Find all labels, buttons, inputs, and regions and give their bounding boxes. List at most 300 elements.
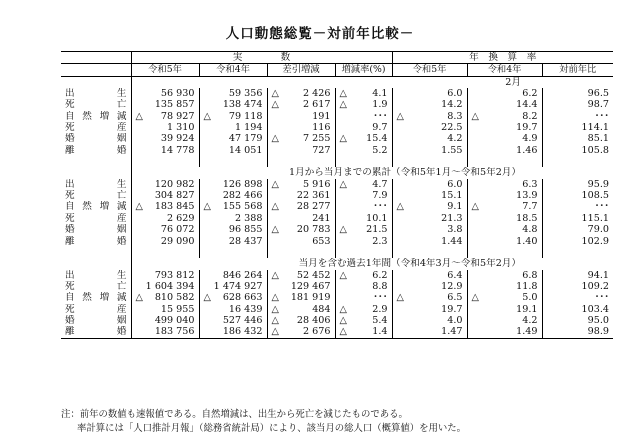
- cell-pct: ･･･: [335, 111, 392, 122]
- cell-wrap: [272, 88, 331, 99]
- cell-diff: 191: [267, 111, 335, 122]
- cell-wrap: [204, 292, 263, 303]
- row-label: [61, 224, 131, 235]
- cell-value: 5.0: [522, 292, 538, 304]
- header-blank: [61, 52, 131, 64]
- row-label-text: [65, 133, 127, 144]
- cell-rate-r5: 6.4: [392, 270, 467, 281]
- label-char: 増: [99, 110, 110, 122]
- decrease-marker: △: [339, 314, 347, 326]
- header-blank-2: [61, 64, 131, 76]
- row-label-text: [65, 99, 127, 110]
- cell-rate-r5: 1.55: [392, 145, 467, 156]
- section-blank: [61, 258, 131, 269]
- table-row: [61, 326, 613, 338]
- label-char: 自: [65, 201, 75, 213]
- cell-wrap: [340, 224, 388, 235]
- cell-r4: 1 194: [199, 122, 267, 133]
- label-char: 婚: [116, 235, 127, 247]
- cell-ratio: 95.0: [587, 314, 609, 326]
- label-char: 生: [116, 269, 127, 281]
- cell-r5: 135 857: [131, 99, 199, 110]
- cell-value: 2 426: [303, 88, 331, 100]
- cell-value: 484: [312, 303, 331, 315]
- decrease-marker: △: [271, 269, 279, 281]
- cell-wrap: [340, 304, 388, 315]
- spacer-cell: [61, 247, 131, 258]
- cell-r5: 29 090: [131, 236, 199, 247]
- cell-value: 2 676: [303, 326, 331, 338]
- cell-diff: 22 361: [267, 190, 335, 201]
- row-label-text: [65, 190, 127, 201]
- label-char: 亡: [116, 280, 127, 292]
- decrease-marker: △: [339, 133, 347, 145]
- cell-rate-r5: 15.1: [392, 190, 467, 201]
- decrease-marker: △: [339, 269, 347, 281]
- table-row: [61, 292, 613, 303]
- cell-wrap: [272, 304, 331, 315]
- label-char: 死: [65, 212, 75, 224]
- decrease-marker: △: [396, 110, 404, 122]
- table-row: [61, 315, 613, 326]
- cell-value: 7 255: [303, 133, 331, 145]
- header-ratio: 対前年比: [542, 64, 613, 76]
- cell-wrap: [472, 292, 538, 303]
- cell-value: 79 118: [228, 110, 263, 122]
- cell-wrap: [340, 133, 388, 144]
- row-label-text: [65, 236, 127, 247]
- cell-wrap: [272, 326, 331, 337]
- cell-diff: [267, 224, 335, 235]
- spacer-cell: [467, 156, 542, 167]
- label-char: 姻: [116, 314, 127, 326]
- decrease-marker: △: [471, 201, 479, 213]
- cell-wrap: [136, 292, 195, 303]
- cell-r4: 14 051: [199, 145, 267, 156]
- section-title: 当月を含む過去1年間（令和4年3月～令和5年2月）: [298, 258, 521, 270]
- cell-rate-r5: 4.0: [392, 315, 467, 326]
- table-row: [61, 145, 613, 156]
- label-char: 死: [65, 303, 75, 315]
- cell-value: 7.7: [522, 201, 538, 213]
- cell-diff: [267, 179, 335, 190]
- row-label: [61, 236, 131, 247]
- label-char: 死: [65, 99, 75, 111]
- cell-r5: 15 955: [131, 304, 199, 315]
- cell-rate-r5: 4.2: [392, 133, 467, 144]
- cell-diff: [267, 304, 335, 315]
- table-row: [61, 122, 613, 133]
- header-r4: 令和4年: [199, 64, 267, 76]
- page-title: 人口動態総覧－対前年比較－: [225, 26, 415, 42]
- label-char: 増: [99, 292, 110, 304]
- label-char: 生: [116, 88, 127, 100]
- label-char: 姻: [116, 133, 127, 145]
- cell-value: 5 916: [303, 178, 331, 190]
- cell-rate-r4: 1.46: [467, 145, 542, 156]
- row-label: [61, 190, 131, 201]
- cell-pct: 5.2: [335, 145, 392, 156]
- cell-r4: 1 474 927: [199, 281, 267, 292]
- cell-rate-r4: 11.8: [467, 281, 542, 292]
- cell-value: 52 452: [296, 269, 331, 281]
- cell-diff: [267, 270, 335, 281]
- cell-rate-r5: 19.7: [392, 304, 467, 315]
- cell-diff: [267, 315, 335, 326]
- cell-wrap: [340, 270, 388, 281]
- cell-diff: [267, 201, 335, 212]
- cell-diff: [267, 292, 335, 303]
- label-char: 減: [116, 201, 127, 213]
- table-row: [61, 99, 613, 110]
- cell-r4: 2 388: [199, 213, 267, 224]
- label-char: 産: [116, 303, 127, 315]
- cell-r4: 138 474: [199, 99, 267, 110]
- cell-rate-r4: 1.40: [467, 236, 542, 247]
- cell-rate-r5: 12.9: [392, 281, 467, 292]
- cell-diff: [267, 88, 335, 99]
- cell-r5: 1 310: [131, 122, 199, 133]
- section-blank: [61, 76, 131, 88]
- label-char: 出: [65, 269, 75, 281]
- decrease-marker: △: [135, 292, 143, 304]
- cell-r4: 282 466: [199, 190, 267, 201]
- label-char: 死: [65, 122, 75, 134]
- cell-rate-r4: 14.4: [467, 99, 542, 110]
- cell-wrap: [397, 292, 463, 303]
- cell-r4: 186 432: [199, 326, 267, 338]
- row-label-text: [65, 145, 127, 156]
- cell-rate-r4: [467, 111, 542, 122]
- cell-wrap: [397, 201, 463, 212]
- table-row: [61, 304, 613, 315]
- row-label: [61, 326, 131, 338]
- cell-pct: 10.1: [335, 213, 392, 224]
- row-label-text: [65, 224, 127, 235]
- cell-rate-r5: 6.0: [392, 179, 467, 190]
- cell-pct: [335, 133, 392, 144]
- cell-r4: [199, 292, 267, 303]
- cell-wrap: [340, 179, 388, 190]
- cell-r4: [199, 111, 267, 122]
- table-row: [61, 224, 613, 235]
- cell-value: 21.5: [366, 224, 388, 236]
- cell-diff: 241: [267, 213, 335, 224]
- cell-pct: [335, 304, 392, 315]
- cell-pct: 7.9: [335, 190, 392, 201]
- cell-diff: [267, 326, 335, 338]
- row-label-text: [65, 213, 127, 224]
- label-char: 産: [116, 122, 127, 134]
- section-blank: [61, 167, 131, 178]
- cell-rate-r5: 6.0: [392, 88, 467, 99]
- cell-rate-r4: 4.9: [467, 133, 542, 144]
- cell-r5: [131, 201, 199, 212]
- cell-pct: ･･･: [335, 201, 392, 212]
- cell-pct: [335, 179, 392, 190]
- cell-ratio: ･･･: [594, 292, 609, 304]
- cell-wrap: [272, 133, 331, 144]
- cell-rate-r4: 6.8: [467, 270, 542, 281]
- cell-rate-r5: [392, 292, 467, 303]
- note-line-2: 率計算には「人口推計月報」（総務省統計局）により、該当月の総人口（概算値）を用いた。: [77, 423, 467, 434]
- cell-rate-r4: 13.9: [467, 190, 542, 201]
- cell-value: 1.9: [372, 99, 388, 111]
- row-label: [61, 122, 131, 133]
- header-r5: 令和5年: [131, 64, 199, 76]
- row-label-text: [65, 270, 127, 281]
- decrease-marker: △: [135, 110, 143, 122]
- cell-pct: 8.8: [335, 281, 392, 292]
- label-char: 減: [116, 292, 127, 304]
- decrease-marker: △: [203, 110, 211, 122]
- row-label-text: [65, 111, 127, 122]
- cell-r5: 499 040: [131, 315, 199, 326]
- cell-diff: 116: [267, 122, 335, 133]
- table-row: [61, 133, 613, 144]
- cell-r4: 527 446: [199, 315, 267, 326]
- label-char: 婚: [65, 133, 75, 145]
- cell-wrap: [340, 88, 388, 99]
- cell-rate-r4: 18.5: [467, 213, 542, 224]
- label-char: 出: [65, 178, 75, 190]
- label-char: 離: [65, 235, 75, 247]
- row-label: [61, 201, 131, 212]
- table-row: [61, 270, 613, 281]
- row-label: [61, 145, 131, 156]
- decrease-marker: △: [271, 326, 279, 338]
- label-char: 然: [82, 110, 92, 122]
- decrease-marker: △: [271, 314, 279, 326]
- label-char: 婚: [116, 144, 127, 156]
- row-label: [61, 213, 131, 224]
- table-row: [61, 213, 613, 224]
- spacer-row: [61, 156, 613, 167]
- row-label: [61, 270, 131, 281]
- decrease-marker: △: [271, 303, 279, 315]
- header-actual: 実 数: [131, 52, 392, 64]
- decrease-marker: △: [339, 88, 347, 100]
- cell-rate-r4: [467, 292, 542, 303]
- section-title-row: [61, 167, 613, 178]
- row-label: [61, 292, 131, 303]
- cell-rate-r4: 19.1: [467, 304, 542, 315]
- table-row: [61, 281, 613, 292]
- cell-r5: 120 982: [131, 179, 199, 190]
- decrease-marker: △: [271, 178, 279, 190]
- cell-wrap: [136, 201, 195, 212]
- cell-ratio: 115.1: [581, 212, 609, 224]
- label-char: 離: [65, 144, 75, 156]
- cell-wrap: [472, 201, 538, 212]
- row-label-text: [65, 122, 127, 133]
- cell-value: 155 568: [222, 201, 263, 213]
- label-char: 婚: [116, 326, 127, 338]
- cell-r4: 126 898: [199, 179, 267, 190]
- decrease-marker: △: [135, 201, 143, 213]
- row-label-text: [65, 304, 127, 315]
- row-label: [61, 281, 131, 292]
- cell-value: 628 663: [222, 292, 263, 304]
- header-rate-r5: 令和5年: [392, 64, 467, 76]
- label-char: 離: [65, 326, 75, 338]
- row-label-text: [65, 292, 127, 303]
- cell-rate-r5: 22.5: [392, 122, 467, 133]
- row-label: [61, 111, 131, 122]
- label-char: 然: [82, 201, 92, 213]
- cell-ratio: 95.9: [587, 178, 609, 190]
- section-title-row: [61, 258, 613, 269]
- cell-value: 6.5: [447, 292, 463, 304]
- cell-r5: 56 930: [131, 88, 199, 99]
- table-row: [61, 111, 613, 122]
- cell-rate-r5: 3.8: [392, 224, 467, 235]
- cell-diff: 653: [267, 236, 335, 247]
- cell-r4: 47 179: [199, 133, 267, 144]
- label-char: 死: [65, 190, 75, 202]
- cell-rate-r5: [392, 111, 467, 122]
- cell-r5: [131, 111, 199, 122]
- cell-ratio: 98.7: [587, 99, 609, 111]
- decrease-marker: △: [339, 99, 347, 111]
- cell-rate-r5: 1.47: [392, 326, 467, 338]
- cell-wrap: [272, 99, 331, 110]
- spacer-cell: [542, 247, 613, 258]
- spacer-cell: [467, 247, 542, 258]
- cell-r4: 846 264: [199, 270, 267, 281]
- cell-r4: [199, 201, 267, 212]
- decrease-marker: △: [339, 178, 347, 190]
- decrease-marker: △: [396, 292, 404, 304]
- cell-ratio: 108.5: [581, 190, 609, 202]
- cell-value: 4.7: [372, 178, 388, 190]
- cell-r5: 39 924: [131, 133, 199, 144]
- cell-r5: 1 604 394: [131, 281, 199, 292]
- cell-r4: 59 356: [199, 88, 267, 99]
- label-char: 減: [116, 110, 127, 122]
- header-row-columns: [61, 64, 613, 76]
- cell-rate-r4: 6.2: [467, 88, 542, 99]
- cell-pct: 2.3: [335, 236, 392, 247]
- decrease-marker: △: [396, 201, 404, 213]
- cell-pct: [335, 99, 392, 110]
- label-char: 出: [65, 88, 75, 100]
- cell-value: 8.2: [522, 110, 538, 122]
- cell-wrap: [272, 270, 331, 281]
- spacer-cell: [392, 247, 467, 258]
- spacer-cell: [61, 156, 131, 167]
- row-label: [61, 133, 131, 144]
- cell-value: 78 927: [160, 110, 195, 122]
- cell-r5: 2 629: [131, 213, 199, 224]
- cell-rate-r5: 1.44: [392, 236, 467, 247]
- cell-ratio: ･･･: [594, 110, 609, 122]
- cell-wrap: [340, 315, 388, 326]
- cell-rate-r5: [392, 201, 467, 212]
- cell-wrap: [272, 224, 331, 235]
- header-rate: 年 換 算 率: [392, 52, 613, 64]
- label-char: 死: [65, 280, 75, 292]
- cell-wrap: [272, 292, 331, 303]
- table-row: [61, 179, 613, 190]
- decrease-marker: △: [271, 292, 279, 304]
- row-label: [61, 99, 131, 110]
- cell-r4: 16 439: [199, 304, 267, 315]
- table-row: [61, 236, 613, 247]
- cell-value: 9.1: [447, 201, 463, 213]
- cell-diff: 129 467: [267, 281, 335, 292]
- decrease-marker: △: [339, 303, 347, 315]
- spacer-cell: [199, 247, 267, 258]
- decrease-marker: △: [471, 110, 479, 122]
- cell-ratio: 103.4: [581, 303, 609, 315]
- cell-ratio: 79.0: [587, 224, 609, 236]
- cell-value: 810 582: [154, 292, 195, 304]
- spacer-cell: [267, 156, 335, 167]
- spacer-cell: [199, 156, 267, 167]
- cell-wrap: [272, 201, 331, 212]
- decrease-marker: △: [203, 292, 211, 304]
- row-label-text: [65, 201, 127, 212]
- spacer-cell: [131, 156, 199, 167]
- row-label: [61, 304, 131, 315]
- decrease-marker: △: [339, 326, 347, 338]
- cell-pct: [335, 224, 392, 235]
- vital-statistics-table: [61, 51, 613, 339]
- cell-wrap: [340, 326, 388, 337]
- cell-ratio: 98.9: [542, 326, 613, 338]
- label-char: 自: [65, 292, 75, 304]
- cell-wrap: [472, 111, 538, 122]
- cell-wrap: [397, 111, 463, 122]
- spacer-cell: [131, 247, 199, 258]
- cell-ratio: 94.1: [587, 269, 609, 281]
- cell-r5: 183 756: [131, 326, 199, 338]
- cell-r5: 14 778: [131, 145, 199, 156]
- cell-rate-r4: 4.8: [467, 224, 542, 235]
- decrease-marker: △: [339, 224, 347, 236]
- row-label: [61, 315, 131, 326]
- cell-ratio: 96.5: [587, 88, 609, 100]
- cell-pct: [335, 315, 392, 326]
- label-char: 増: [99, 201, 110, 213]
- table-row: [61, 88, 613, 99]
- cell-ratio: 109.2: [581, 280, 609, 292]
- cell-diff: [267, 133, 335, 144]
- section-title: 2月: [505, 76, 521, 88]
- cell-value: 181 919: [290, 292, 331, 304]
- cell-pct: [335, 326, 392, 338]
- spacer-cell: [335, 247, 392, 258]
- cell-ratio: 85.1: [587, 133, 609, 145]
- decrease-marker: △: [271, 201, 279, 213]
- cell-pct: [335, 88, 392, 99]
- cell-value: 4.1: [372, 88, 388, 100]
- cell-pct: ･･･: [335, 292, 392, 303]
- header-pct: 増減率(%): [335, 64, 392, 76]
- cell-value: 2 617: [303, 99, 331, 111]
- spacer-cell: [335, 156, 392, 167]
- decrease-marker: △: [271, 99, 279, 111]
- cell-ratio: ･･･: [594, 201, 609, 213]
- label-char: 亡: [116, 190, 127, 202]
- section-title: 1月から当月までの累計（令和5年1月～令和5年2月）: [289, 167, 521, 179]
- cell-r4: 28 437: [199, 236, 267, 247]
- row-label-text: [65, 179, 127, 190]
- cell-value: 20 783: [296, 224, 331, 236]
- decrease-marker: △: [271, 224, 279, 236]
- cell-rate-r5: 21.3: [392, 213, 467, 224]
